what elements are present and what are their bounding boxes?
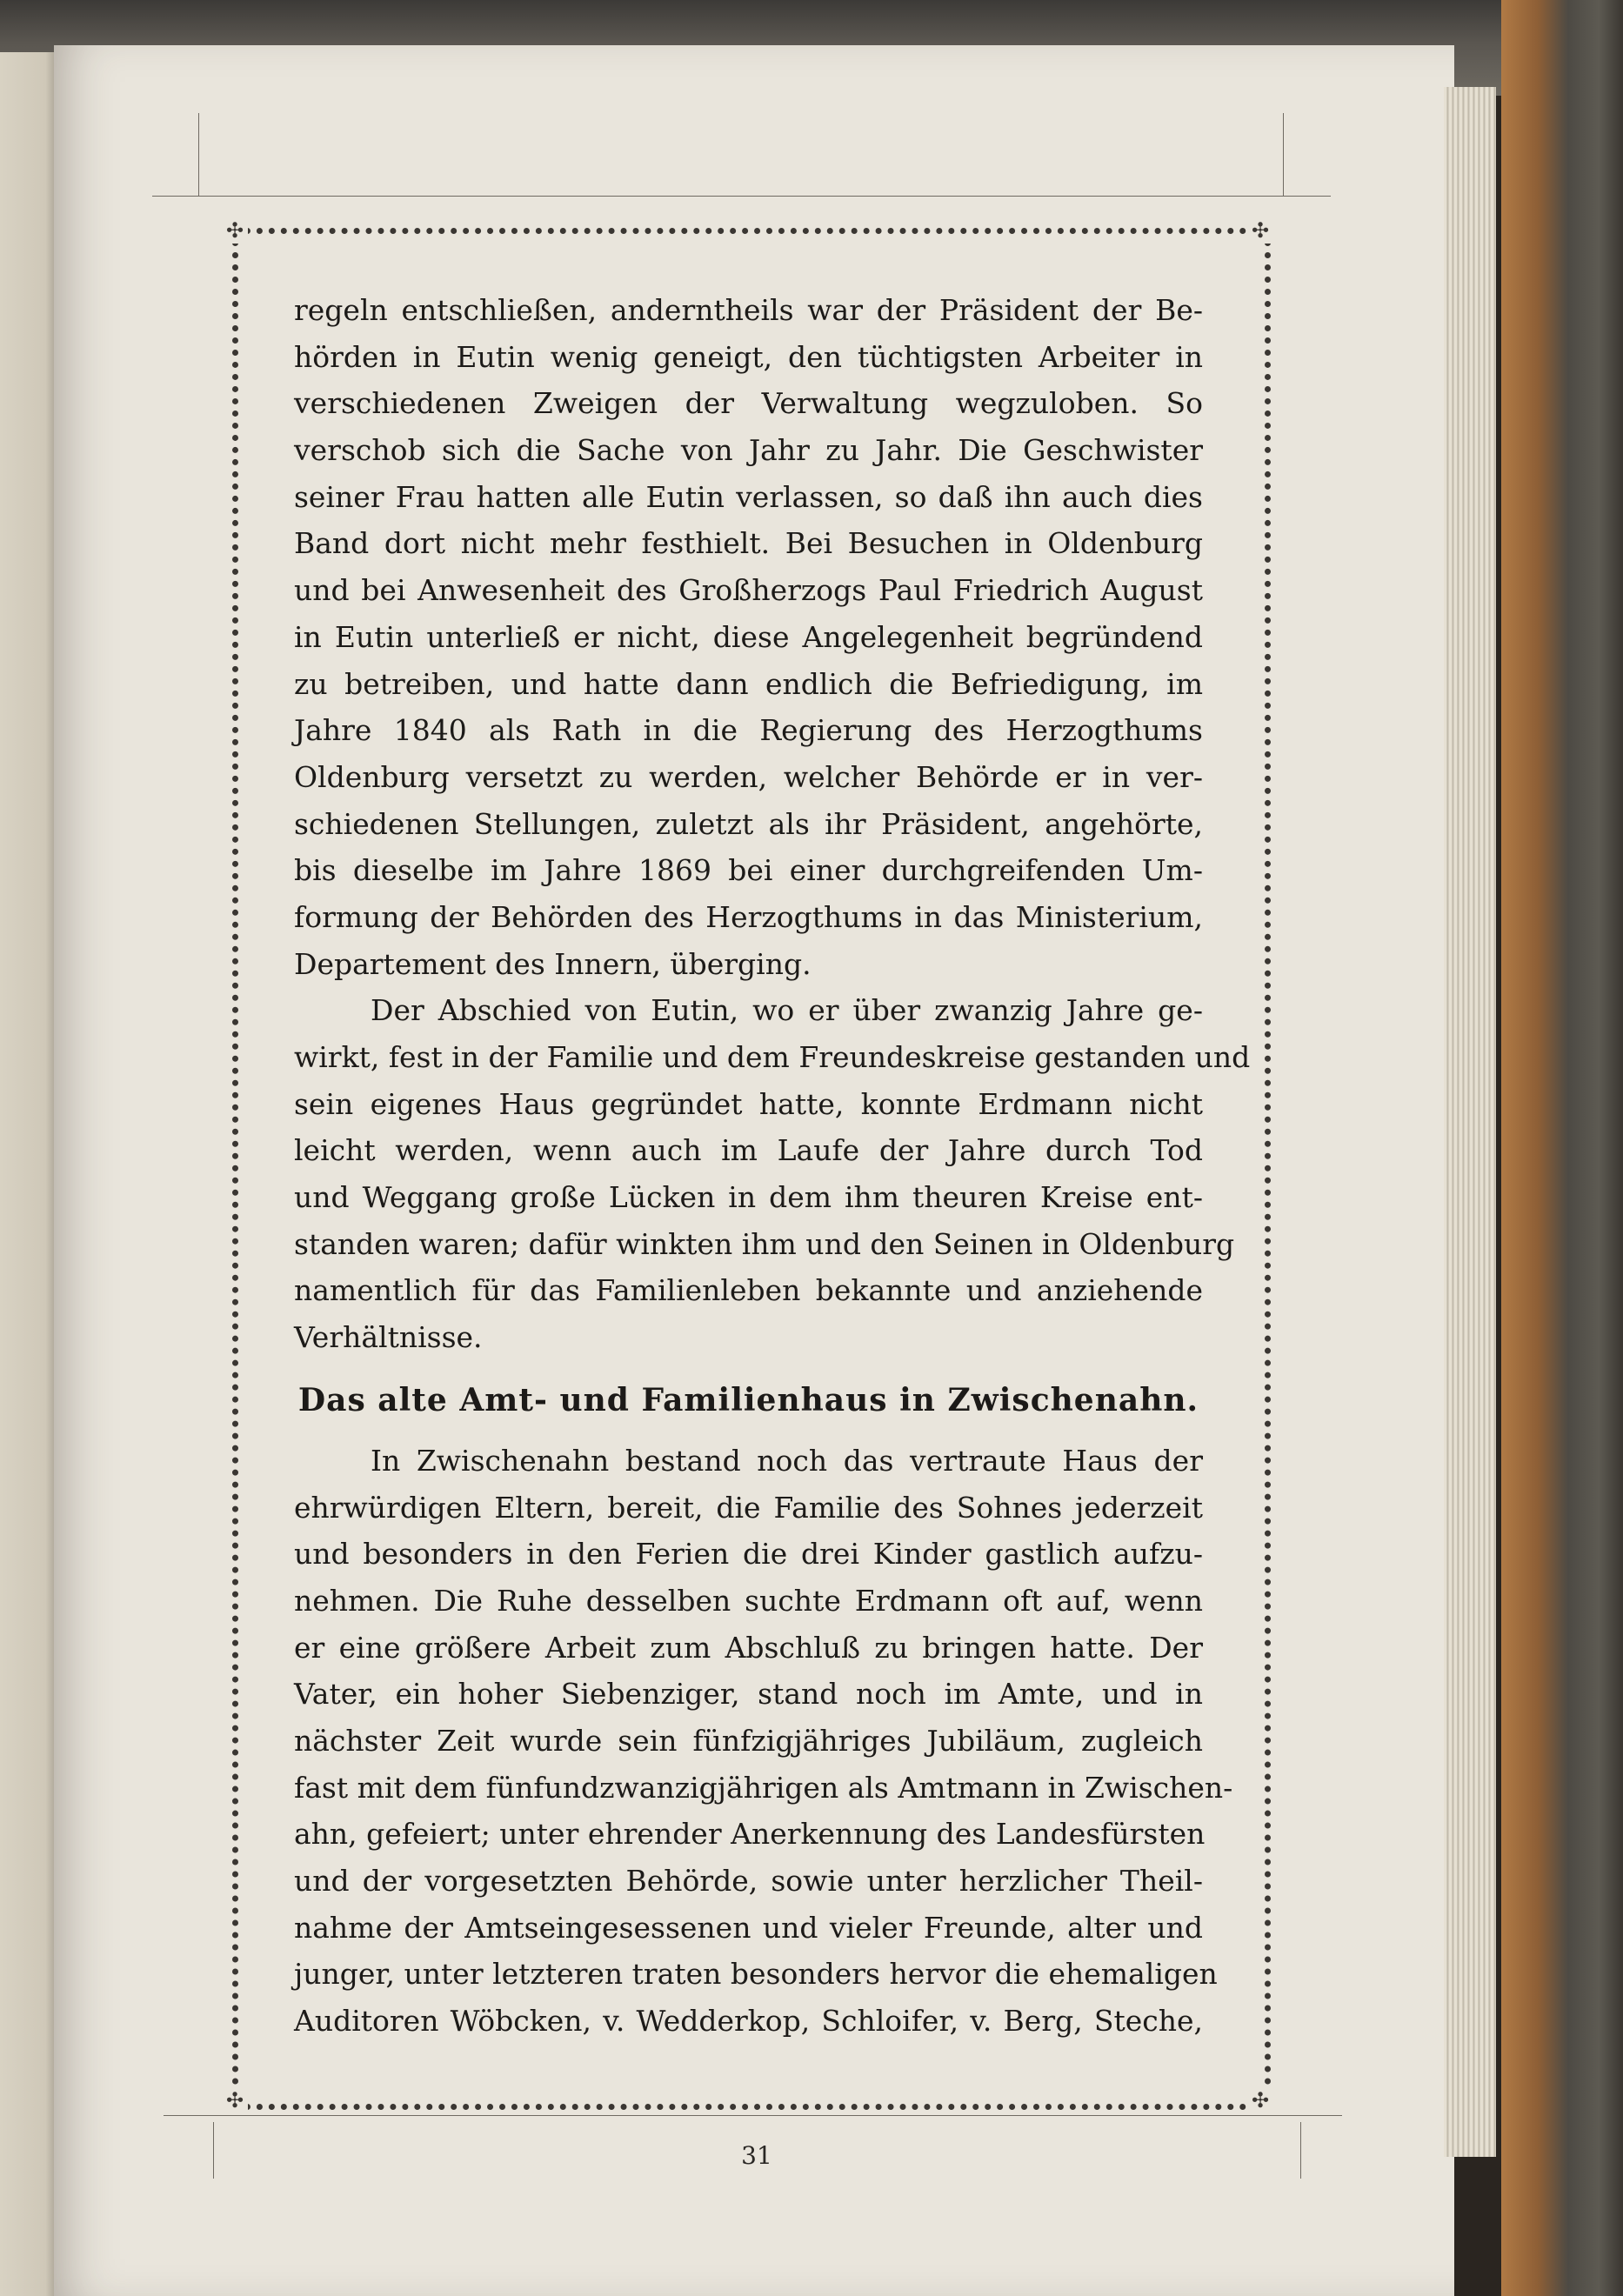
- text-line: sein eigenes Haus gegründet hatte, konnte Erdmann nicht: [294, 1086, 1203, 1121]
- page-number: 31: [741, 2141, 772, 2170]
- text-line: schiedenen Stellungen, zuletzt als ihr Präsident, angehörte,: [294, 806, 1203, 841]
- text-line: junger, unter letzteren traten besonders hervor die ehemaligen: [294, 1957, 1218, 1992]
- text-line: namentlich für das Familienleben bekannte und anziehende: [294, 1273, 1203, 1308]
- text-line: wirkt, fest in der Familie und dem Freundeskreise gestanden und: [294, 1040, 1251, 1074]
- frame-corner-ornament: ✣: [222, 2087, 248, 2113]
- text-line: In Zwischenahn bestand noch das vertraute Haus der: [371, 1443, 1203, 1478]
- book-cover-right: [1501, 0, 1623, 2296]
- text-line: nächster Zeit wurde sein fünfzigjähriges Jubiläum, zugleich: [294, 1723, 1203, 1758]
- top-right-tick: [1283, 113, 1284, 196]
- frame-corner-ornament: ✣: [1247, 2087, 1273, 2113]
- paragraph-2: [294, 987, 1251, 1361]
- frame-corner-ornament: ✣: [1247, 217, 1273, 244]
- text-line: Departement des Innern, überging.: [294, 946, 812, 981]
- frame-corner-ornament: ✣: [222, 217, 248, 244]
- bottom-right-tick: [1300, 2122, 1301, 2179]
- bottom-left-tick: [213, 2122, 214, 2179]
- text-line: regeln entschließen, anderntheils war der Präsident der Be-: [294, 293, 1203, 327]
- section-heading: Das alte Amt- und Familienhaus in Zwischenahn.: [297, 1381, 1199, 1418]
- text-line: Der Abschied von Eutin, wo er über zwanzig Jahre ge-: [371, 993, 1203, 1028]
- text-line: Auditoren Wöbcken, v. Wedderkop, Schloifer, v. Berg, Steche,: [294, 2004, 1203, 2039]
- text-line: ehrwürdigen Eltern, bereit, die Familie des Sohnes jederzeit: [294, 1490, 1203, 1525]
- body-text: [294, 287, 1251, 2045]
- text-line: und besonders in den Ferien die drei Kinder gastlich aufzu-: [294, 1537, 1203, 1572]
- text-line: in Eutin unterließ er nicht, diese Angelegenheit begründend: [294, 619, 1203, 654]
- text-line: seiner Frau hatten alle Eutin verlassen, so daß ihn auch dies: [294, 479, 1203, 514]
- text-line: und bei Anwesenheit des Großherzogs Paul Friedrich August: [294, 573, 1203, 608]
- text-line: verschob sich die Sache von Jahr zu Jahr. Die Geschwister: [294, 433, 1203, 468]
- paragraph-3: [294, 1438, 1233, 2045]
- text-line: Jahre 1840 als Rath in die Regierung des Herzogthums: [294, 713, 1203, 748]
- text-line: hörden in Eutin wenig geneigt, den tüchtigsten Arbeiter in: [294, 339, 1203, 374]
- text-line: Band dort nicht mehr festhielt. Bei Besuchen in Oldenburg: [294, 526, 1203, 561]
- text-line: und der vorgesetzten Behörde, sowie unter herzlicher Theil-: [294, 1864, 1203, 1898]
- text-line: er eine größere Arbeit zum Abschluß zu bringen hatte. Der: [294, 1630, 1203, 1665]
- text-line: verschiedenen Zweigen der Verwaltung wegzuloben. So: [294, 386, 1203, 421]
- text-line: zu betreiben, und hatte dann endlich die Befriedigung, im: [294, 666, 1203, 701]
- text-line: Oldenburg versetzt zu werden, welcher Behörde er in ver-: [294, 759, 1203, 794]
- text-line: und Weggang große Lücken in dem ihm theuren Kreise ent-: [294, 1180, 1203, 1215]
- text-line: nahme der Amtseingesessenen und vieler Freunde, alter und: [294, 1910, 1203, 1945]
- top-left-tick: [198, 113, 199, 196]
- text-line: standen waren; dafür winkten ihm und den Seinen in Oldenburg: [294, 1226, 1235, 1261]
- text-line: leicht werden, wenn auch im Laufe der Jahre durch Tod: [294, 1133, 1203, 1168]
- text-line: ahn, gefeiert; unter ehrender Anerkennung des Landesfürsten: [294, 1817, 1206, 1852]
- top-rule: [152, 196, 1331, 197]
- text-line: fast mit dem fünfundzwanzigjährigen als Amtmann in Zwischen-: [294, 1770, 1233, 1805]
- text-line: Verhältnisse.: [294, 1320, 483, 1355]
- bottom-rule: [164, 2115, 1342, 2116]
- text-line: nehmen. Die Ruhe desselben suchte Erdmann oft auf, wenn: [294, 1583, 1203, 1618]
- text-line: bis dieselbe im Jahre 1869 bei einer durchgreifenden Um-: [294, 853, 1203, 888]
- text-line: Vater, ein hoher Siebenziger, stand noch im Amte, und in: [294, 1677, 1203, 1712]
- text-line: formung der Behörden des Herzogthums in das Ministerium,: [294, 899, 1203, 934]
- page-stack-edges: [1444, 87, 1496, 2157]
- paragraph-1: [294, 287, 1203, 987]
